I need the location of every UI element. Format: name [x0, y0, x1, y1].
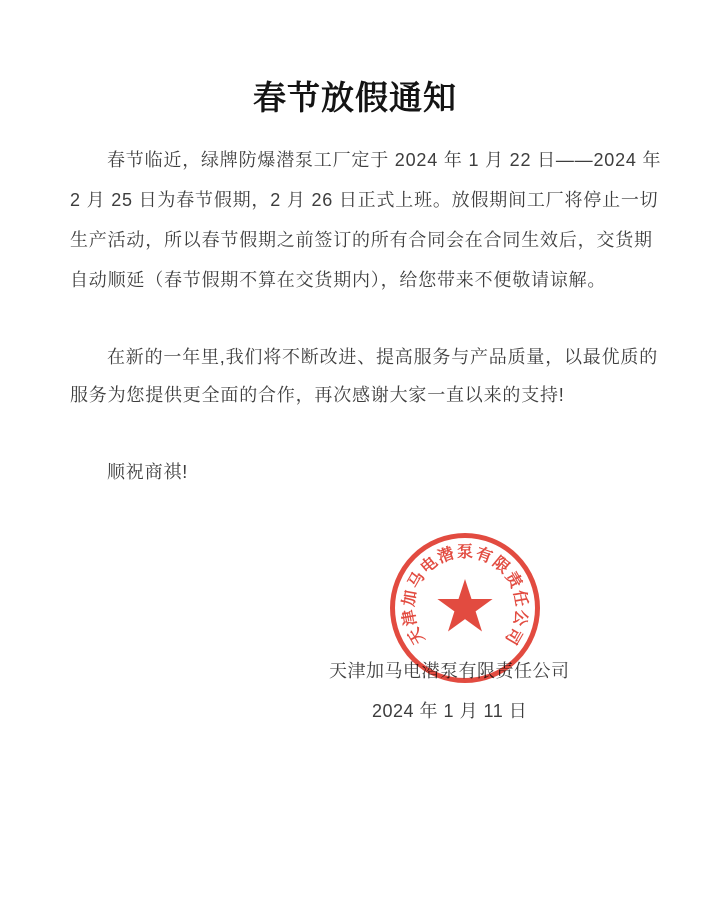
seal-char: 加 — [400, 589, 421, 608]
text-line: 2 月 25 日为春节假期，2 月 26 日正式上班。放假期间工厂将停止一切 — [70, 190, 659, 210]
signature-date: 2024 年 1 月 11 日 — [372, 701, 528, 721]
text-line: 生产活动，所以春节假期之前签订的所有合同会在合同生效后，交货期 — [70, 230, 653, 250]
seal-char: 津 — [400, 608, 421, 628]
closing-salutation — [70, 452, 642, 492]
seal-char: 马 — [405, 569, 429, 592]
text-line: 顺祝商祺! — [107, 462, 189, 482]
seal-char: 电 — [417, 553, 441, 578]
seal-char: 公 — [509, 608, 530, 627]
text-line: 春节临近，绿牌防爆潜泵工厂定于 2024 年 1 月 22 日——2024 年 — [107, 150, 662, 170]
text-line: 自动顺延（春节假期不算在交货期内），给您带来不便敬请谅解。 — [70, 270, 607, 290]
seal-char: 司 — [501, 624, 525, 647]
seal-char: 泵 — [456, 544, 473, 561]
red-star-icon — [435, 578, 495, 640]
text-line: 服务为您提供更全面的合作，再次感谢大家一直以来的支持! — [70, 385, 565, 405]
signature-company: 天津加马电潜泵有限责任公司 — [329, 661, 570, 681]
paragraph-holiday-dates — [70, 140, 662, 300]
paragraph-new-year — [70, 338, 658, 414]
company-seal — [390, 533, 540, 683]
seal-char: 天 — [405, 624, 429, 647]
seal-char: 任 — [509, 588, 530, 608]
page-title: 春节放假通知 — [253, 79, 457, 116]
seal-char: 限 — [489, 553, 513, 578]
text-line: 在新的一年里,我们将不断改进、提高服务与产品质量，以最优质的 — [107, 347, 658, 367]
seal-char: 责 — [501, 569, 525, 592]
seal-char: 潜 — [435, 545, 457, 567]
seal-char: 有 — [473, 545, 495, 567]
